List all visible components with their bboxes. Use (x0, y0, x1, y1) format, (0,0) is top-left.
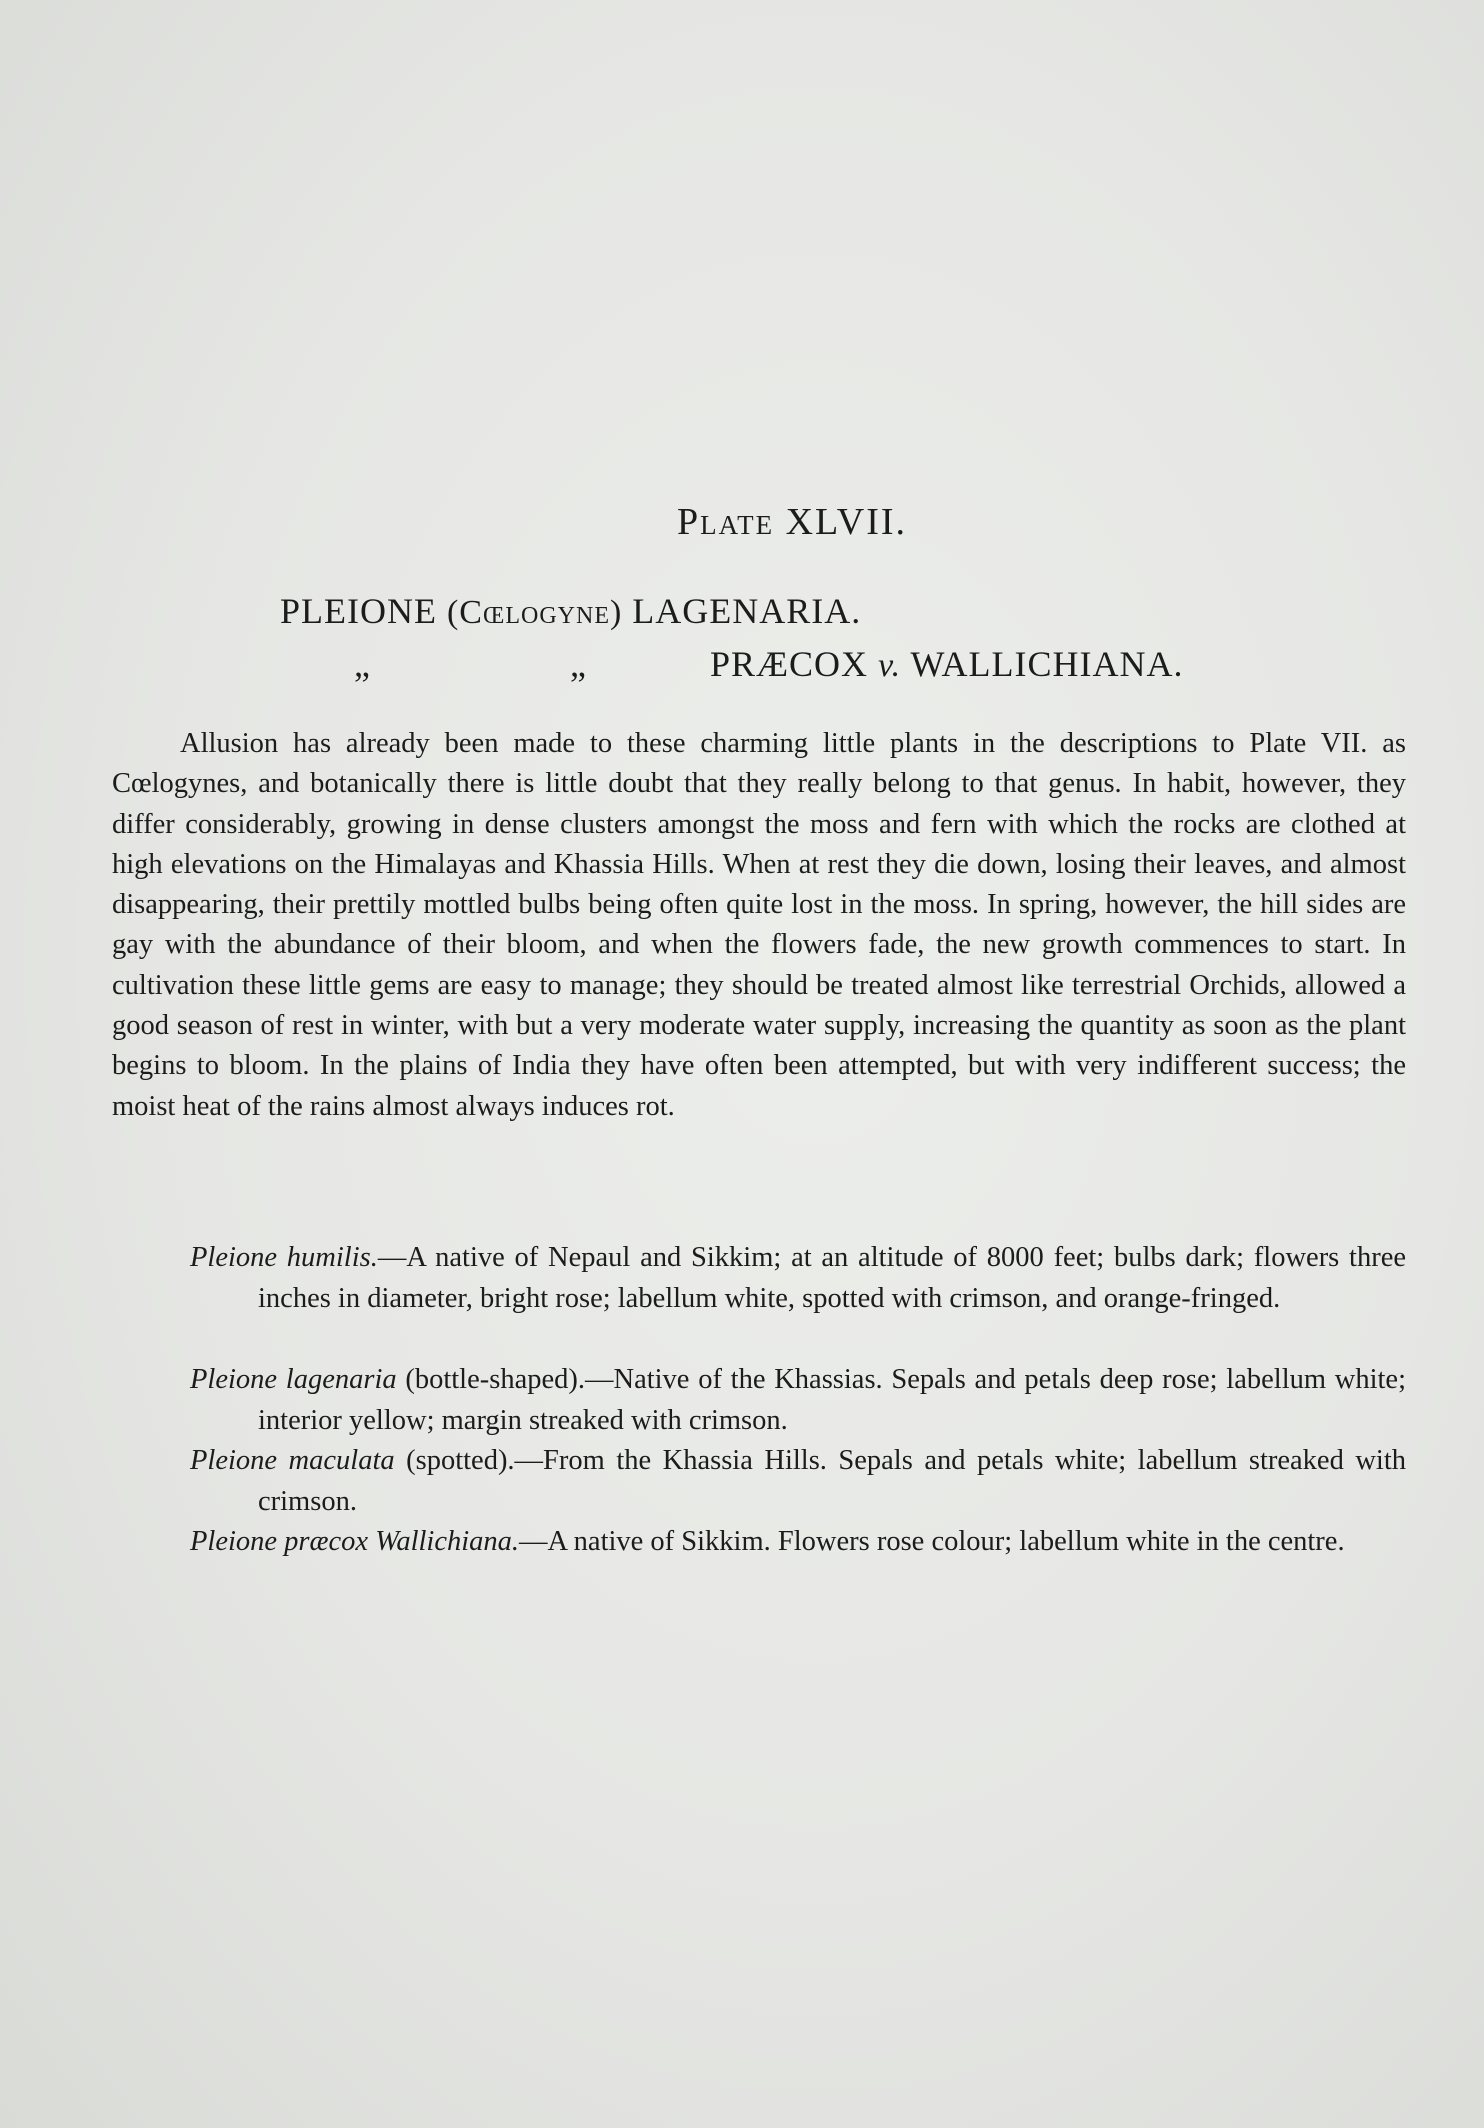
variety-label: WALLICHIANA. (910, 644, 1184, 684)
ditto-mark: „ (354, 644, 370, 684)
species-name-praecox (710, 643, 1183, 685)
species-entry-lagenaria (190, 1360, 1406, 1441)
species-entry-text: —A native of Sikkim. Flowers rose colour; labellum white in the centre. (519, 1526, 1345, 1557)
species-entry-humilis (190, 1238, 1406, 1319)
species-entry-text: (spotted).—From the Khassia Hills. Sepals and petals white; labellum streaked with crimson. (258, 1445, 1407, 1517)
ditto-mark: „ (570, 644, 586, 684)
species-entry-maculata (190, 1441, 1406, 1522)
variety-abbrev: v. (878, 647, 902, 684)
species-entry-name: Pleione maculata (190, 1445, 395, 1476)
species-name-lagenaria: LAGENARIA. (632, 591, 862, 631)
plate-word: Plate (676, 501, 775, 543)
species-entry-name: Pleione humilis. (190, 1242, 378, 1273)
species-entry-praecox (190, 1522, 1406, 1563)
description-paragraph: Allusion has already been made to these charming little plants in the descriptions to Plate VII. as Cœlogynes, and botanically there is little doubt that they really belong to that genus. In habit, however, they differ considerably, growing in dense clusters amongst the moss and fern with which the rocks are clothed at high elevations on the Himalayas and Khassia Hills. When at rest they die down, losing their leaves, and almost disappearing, their prettily mottled bulbs being often quite lost in the moss. In spring, however, the hill sides are gay with the abundance of their bloom, and when the flowers fade, the new growth commences to start. In cultivation these little gems are easy to manage; they should be treated almost like terrestrial Orchids, allowed a good season of rest in winter, with but a very moderate water supply, increasing the quantity as soon as the plant begins to bloom. In the plains of India they have often been attempted, but with very indifferent success; the moist heat of the rains almost always induces rot. (112, 728, 1406, 1122)
species-entry-text: (bottle-shaped).—Native of the Khassias. Sepals and petals deep rose; labellum white; interior yellow; margin streaked with crimson. (258, 1364, 1406, 1436)
plate-title (0, 500, 1484, 544)
species-entry-name: Pleione lagenaria (190, 1364, 397, 1395)
praecox-label: PRÆCOX (710, 644, 869, 684)
species-entry-name: Pleione præcox Wallichiana. (190, 1526, 520, 1557)
species-entry-text: —A native of Nepaul and Sikkim; at an altitude of 8000 feet; bulbs dark; flowers three inches in diameter, bright rose; labellum white, spotted with crimson, and orange-fringed. (258, 1242, 1406, 1314)
genus-name: PLEIONE (280, 591, 437, 631)
subgenus-name: (Cœlogyne) (446, 594, 623, 631)
species-heading-1 (280, 590, 861, 632)
plate-number: XLVII. (785, 501, 908, 543)
